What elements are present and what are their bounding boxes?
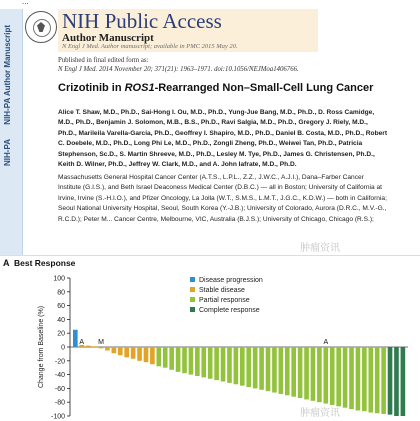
bar xyxy=(150,347,155,364)
legend-swatch xyxy=(190,277,195,282)
y-tick-label: 100 xyxy=(53,275,65,283)
bar xyxy=(246,347,251,387)
bar xyxy=(86,346,91,347)
bar xyxy=(343,347,348,408)
bar xyxy=(401,347,406,416)
bar xyxy=(118,347,123,355)
legend-label: Disease progression xyxy=(199,277,263,284)
legend-swatch xyxy=(190,287,195,292)
bar xyxy=(169,347,174,370)
bar xyxy=(298,347,303,398)
bar xyxy=(201,347,206,377)
bar xyxy=(285,347,290,395)
y-tick-label: 0 xyxy=(61,344,65,352)
bar xyxy=(195,347,200,376)
bar xyxy=(112,347,117,353)
bar xyxy=(324,347,329,404)
nih-public-access-banner xyxy=(58,9,318,52)
bar xyxy=(99,347,104,348)
bar xyxy=(144,347,149,362)
bar xyxy=(311,347,316,401)
bar xyxy=(227,347,232,383)
panel-letter: A xyxy=(3,258,10,268)
publication-info xyxy=(58,56,299,74)
legend-swatch xyxy=(190,297,195,302)
best-response-chart xyxy=(0,255,420,421)
banner-subtitle: Author Manuscript xyxy=(62,32,154,44)
sidebar-label: NIH-PA Author Manuscript xyxy=(3,25,12,125)
bar xyxy=(189,347,194,375)
legend-swatch xyxy=(190,307,195,312)
waterfall-plot xyxy=(0,256,420,421)
legend-label: Stable disease xyxy=(199,287,245,294)
bar-annotation: M xyxy=(98,339,104,346)
y-tick-label: 60 xyxy=(57,303,65,311)
bar xyxy=(92,346,97,347)
watermark-chart: 肿瘤资讯 xyxy=(300,408,340,419)
banner-availability: N Engl J Med. Author manuscript; available in PMC 2015 May 20. xyxy=(62,43,238,50)
bar xyxy=(381,347,386,414)
y-tick-label: -20 xyxy=(54,358,65,366)
paper-page xyxy=(0,9,420,255)
bar xyxy=(259,347,264,390)
bar xyxy=(394,347,399,416)
bar xyxy=(253,347,258,388)
chart-title: Best Response xyxy=(14,258,76,268)
bar xyxy=(176,347,181,372)
legend-label: Complete response xyxy=(199,307,260,314)
y-axis-label: Change from Baseline (%) xyxy=(38,305,45,389)
bar xyxy=(124,347,129,357)
publication-line1: Published in final edited form as: xyxy=(58,57,149,64)
author-list: Alice T. Shaw, M.D., Ph.D., Sai-Hong I. Ou, M.D., Ph.D., Yung-Jue Bang, M.D., Ph.D., D. Ross Camidge, M.D., Ph.D., Benjamin J. Solomon, M.B., B.S., Ph.D., Ravi Salgia, M.D., Ph.D., Gregory J. Riely, M.D., Ph.D., Marileila Varella-Garcia, Ph.D., Geoffrey I. Shapiro, M.D., Ph.D., Daniel B. Costa, M.D., Ph.D., Robert C. Doebele, M.D., Ph.D., Long Phi Le, M.D., Ph.D., Zongli Zheng, Ph.D., Weiwei Tan, Ph.D., Patricia Stephenson, Sc.D., S. Martin Shreeve, M.D., Ph.D., Lesley M. Tye, Ph.D., James G. Christensen, Ph.D., Keith D. Wilner, Ph.D., Jeffrey W. Clark, M.D., and A. John Iafrate, M.D., Ph.D. xyxy=(58,109,388,169)
bar-annotation: A xyxy=(79,339,85,346)
bar xyxy=(73,330,78,347)
bar xyxy=(182,347,187,373)
publication-line2: N Engl J Med. 2014 November 20; 371(21): 1963–1971. doi:10.1056/NEJMoa1406766. xyxy=(58,66,299,73)
bar xyxy=(362,347,367,411)
bar xyxy=(356,347,361,410)
y-tick-label: 20 xyxy=(57,330,65,338)
y-tick-label: -100 xyxy=(50,413,65,421)
bar xyxy=(131,347,136,359)
top-scrap xyxy=(0,0,420,9)
bar xyxy=(266,347,271,391)
bar xyxy=(375,347,380,413)
bar xyxy=(388,347,393,415)
bar xyxy=(304,347,309,399)
y-tick-label: 80 xyxy=(57,289,65,297)
bar xyxy=(234,347,239,384)
y-tick-label: -80 xyxy=(54,399,65,407)
manuscript-sidebar xyxy=(0,9,23,255)
bar xyxy=(157,347,162,366)
bar xyxy=(336,347,341,406)
affiliations: Massachusetts General Hospital Cancer Center (A.T.S., L.P.L., Z.Z., J.W.C., A.J.I.), Dana–Farber Cancer Institute (G.I.S.), and Beth Israel Deaconess Medical Center (D.B.C.) — all in Boston; University of California at Irvine, Irvine (S.-H.I.O.), and Pfizer Oncology, La Jolla (W.T., S.M.S., L.M.T., J.G.C., K.D.W.) — both in California; Seoul National University Hospital, Seoul, South Korea (Y.-J.B.); University of Colorado, Aurora (D.R.C., M.V.-G., R.C.D.); Peter M... Cancer Centre, Melbourne, VIC, Australia (B.J.S.); University of Chicago, Chicago (R.S.); xyxy=(58,174,387,223)
bar xyxy=(368,347,373,413)
hhs-seal-icon xyxy=(25,11,57,43)
legend-label: Partial response xyxy=(199,297,250,304)
bar xyxy=(272,347,277,393)
bar xyxy=(208,347,213,379)
bar xyxy=(105,347,110,350)
y-tick-label: -40 xyxy=(54,372,65,380)
bar xyxy=(349,347,354,409)
bar xyxy=(240,347,245,386)
y-tick-label: -60 xyxy=(54,385,65,393)
bar xyxy=(137,347,142,361)
bar xyxy=(291,347,296,397)
article-title: Crizotinib in ROS1-Rearranged Non–Small-Cell Lung Cancer xyxy=(58,82,374,94)
watermark: 肿瘤资讯 xyxy=(300,243,340,254)
bar xyxy=(279,347,284,394)
bar xyxy=(317,347,322,402)
bar xyxy=(214,347,219,380)
bar xyxy=(163,347,168,368)
top-scrap-text: ... xyxy=(22,0,29,6)
bar xyxy=(330,347,335,405)
bar-annotation: A xyxy=(323,339,329,346)
y-tick-label: 40 xyxy=(57,316,65,324)
sidebar-label-secondary: NIH-PA xyxy=(3,139,12,166)
bar xyxy=(221,347,226,382)
banner-title: NIH Public Access xyxy=(62,9,222,33)
